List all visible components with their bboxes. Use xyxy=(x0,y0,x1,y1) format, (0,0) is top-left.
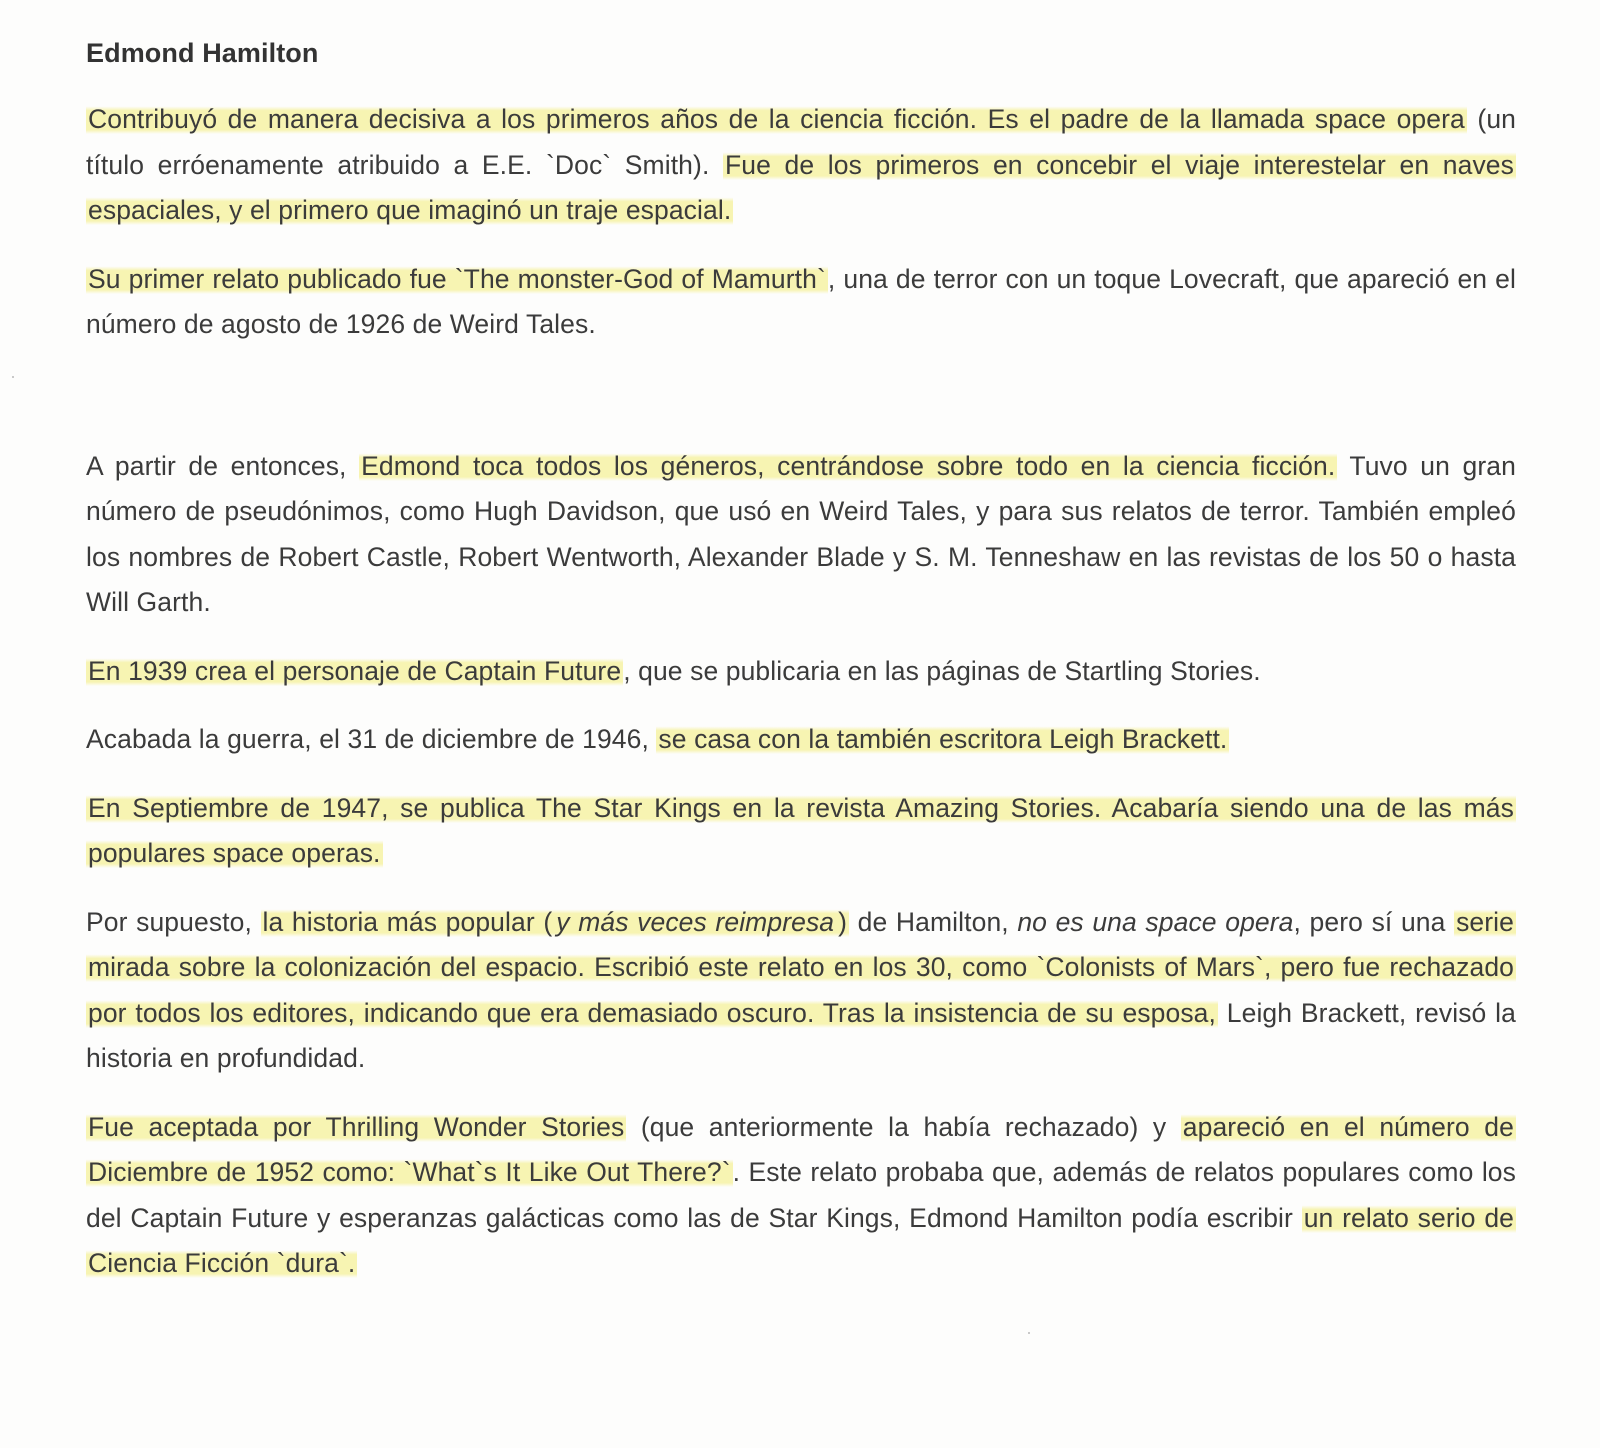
highlight: apareció en el número de Diciembre de 1952 como: `What`s It Like Out There?` xyxy=(88,1111,1514,1187)
text-run: A partir de entonces, xyxy=(86,450,360,481)
highlight: Su primer relato publicado fue `The monster-God of Mamurth` xyxy=(88,263,826,294)
document-title: Edmond Hamilton xyxy=(86,38,319,68)
text-run: Leigh Brackett, revisó la historia en profundidad. xyxy=(86,997,1516,1073)
highlight: serie mirada sobre la colonización del espacio. Escribió este relato en los 30, como `Colonists of Mars`, pero fue rechazado por todos los editores, indicando que era demasiado oscuro. Tras la insistencia de su esposa, xyxy=(88,906,1515,1028)
highlight: Fue aceptada por Thrilling Wonder Stories xyxy=(88,1111,625,1142)
text-run: Acabada la guerra, el 31 de diciembre de 1946, xyxy=(86,724,657,754)
document-body xyxy=(86,30,1516,1310)
highlight: Contribuyó de manera decisiva a los primeros años de la ciencia ficción. Es el padre de la llamada space opera xyxy=(88,104,1465,134)
text-run: (un título erróenamente atribuido a E.E. `Doc` Smith). xyxy=(86,104,1516,180)
highlight: Edmond toca todos los géneros, centrándose sobre todo en la ciencia ficción. xyxy=(361,450,1336,481)
highlight-italic: y más veces reimpresa xyxy=(556,906,835,937)
paragraph-7 xyxy=(86,900,1516,1082)
paragraph-2 xyxy=(86,257,1516,348)
highlight: Fue de los primeros en concebir el viaje interestelar en naves espaciales, y el primero que imaginó un traje espacial. xyxy=(88,149,1514,225)
highlight: En Septiembre de 1947, se publica The Star Kings en la revista Amazing Stories. Acabaría siendo una de las más populares space operas. xyxy=(88,792,1514,868)
italic-run: no es una space opera xyxy=(1017,906,1294,937)
paragraph-4 xyxy=(86,649,1516,695)
text-run: de Hamilton, xyxy=(849,906,1018,937)
paragraph-3 xyxy=(86,444,1516,626)
highlight: se casa con la también escritora Leigh Brackett. xyxy=(658,724,1228,754)
text-run: Por supuesto, xyxy=(86,906,261,937)
paragraph-6 xyxy=(86,786,1516,877)
highlight: En 1939 crea el personaje de Captain Future xyxy=(88,655,622,686)
highlight: ) xyxy=(838,906,848,937)
scan-speck xyxy=(12,376,14,378)
paragraph-5 xyxy=(86,717,1516,763)
text-run: (que anteriormente la había rechazado) y xyxy=(626,1111,1181,1142)
paragraph-1 xyxy=(86,97,1516,234)
text-run: , pero sí una xyxy=(1293,906,1455,937)
text-run: , que se publicaria en las páginas de Startling Stories. xyxy=(623,655,1261,686)
text-run: . Este relato probaba que, además de relatos populares como los del Captain Future y esperanzas galácticas como las de Star Kings, Edmond Hamilton podía escribir xyxy=(86,1157,1516,1233)
scan-speck xyxy=(1028,1332,1030,1334)
highlight: un relato serio de Ciencia Ficción `dura`. xyxy=(88,1202,1514,1278)
highlight: la historia más popular ( xyxy=(262,906,553,937)
paragraph-8 xyxy=(86,1105,1516,1287)
text-run: , una de terror con un toque Lovecraft, que apareció en el número de agosto de 1926 de Weird Tales. xyxy=(86,263,1516,339)
text-run: Tuvo un gran número de pseudónimos, como Hugh Davidson, que usó en Weird Tales, y para sus relatos de terror. También empleó los nombres de Robert Castle, Robert Wentworth, Alexander Blade y S. M. Tenneshaw en las revistas de los 50 o hasta Will Garth. xyxy=(86,450,1516,617)
